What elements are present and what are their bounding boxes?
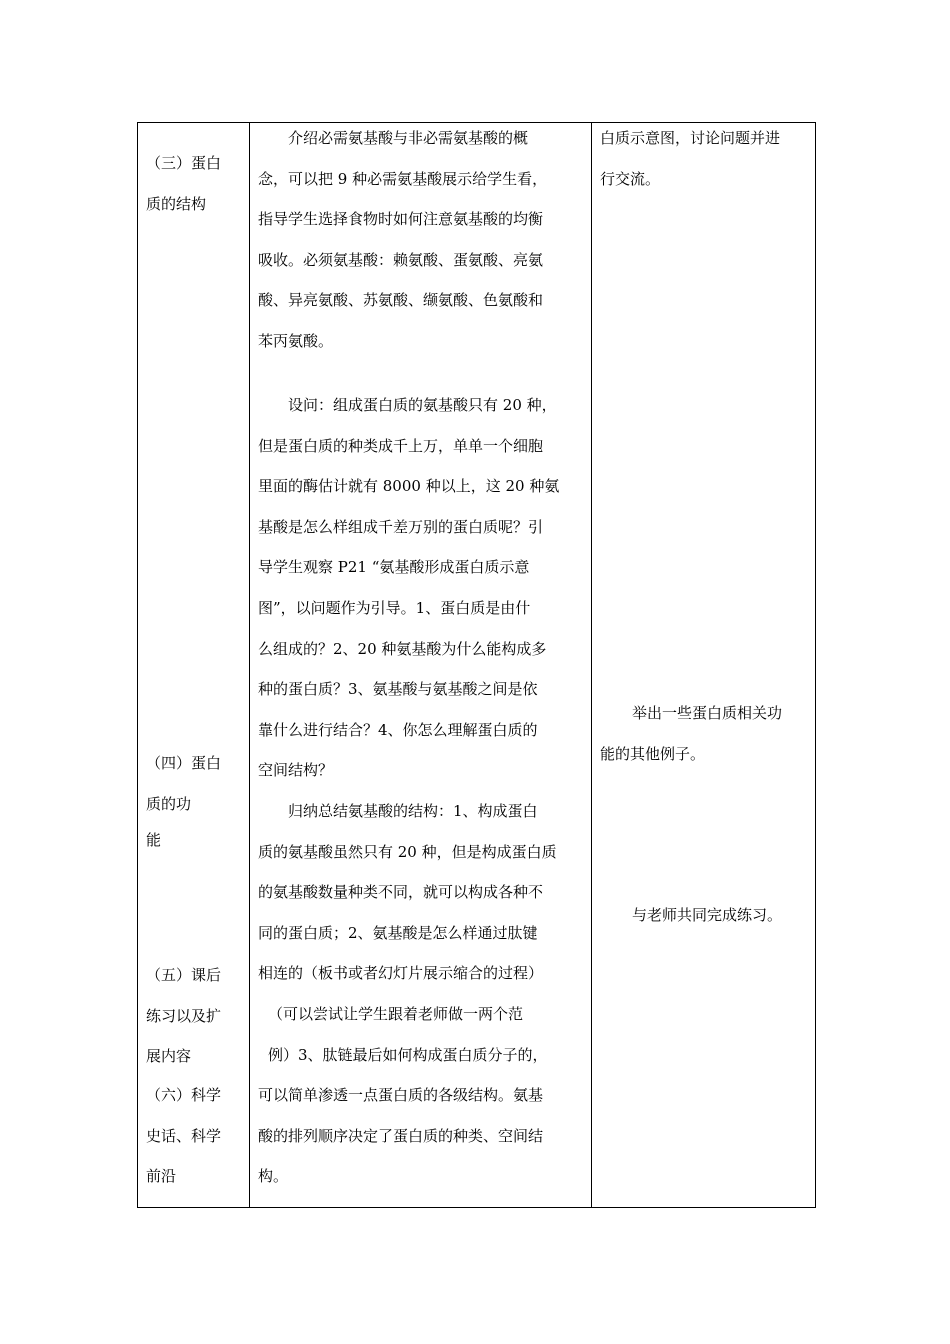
student-activity-2: 举出一些蛋白质相关功 能的其他例子。 xyxy=(600,704,783,763)
column-divider xyxy=(591,123,592,1207)
section-heading-6: （六）科学 史话、科学 前沿 xyxy=(146,1086,222,1186)
student-activity-1: 白质示意图，讨论问题并进 行交流。 xyxy=(600,129,781,188)
section-heading-5: （五）课后 练习以及扩 展内容 xyxy=(146,966,222,1066)
lesson-table xyxy=(137,122,816,1208)
student-activity-3: 与老师共同完成练习。 xyxy=(632,906,783,924)
section-column xyxy=(146,123,246,1207)
student-activity-column xyxy=(600,123,812,1207)
column-divider xyxy=(249,123,250,1207)
paragraph-summary: 归纳总结氨基酸的结构：1、构成蛋白 质的氨基酸虽然只有 20 种，但是构成蛋白质 的氨基酸数量种类不同，就可以构成各种不 同的蛋白质；2、氨基酸是怎么样通过肽键 相连的（板书或者幻灯片展示缩合的过程） （可以尝试让学生跟着老师做一两个范 例）3、肽链最后如何构成蛋白质分子的， 可以简单渗透一点蛋白质的各级结构。氨基 酸的排列顺序决定了蛋白质的种类、空间结 构。 xyxy=(258,802,557,1186)
teacher-activity-column xyxy=(258,123,588,1207)
section-heading-4: （四）蛋白 质的功 能 xyxy=(146,754,222,850)
paragraph-question: 设问：组成蛋白质的氨基酸只有 20 种， 但是蛋白质的种类成千上万，单单一个细胞 里面的酶估计就有 8000 种以上，这 20 种氨 基酸是怎么样组成千差万别的蛋白质呢？引 导学生观察 P21 “氨基酸形成蛋白质示意 图”，以问题作为引导。1、蛋白质是由什 么组成的？2、20 种氨基酸为什么能构成多 种的蛋白质？3、氨基酸与氨基酸之间是依 靠什么进行结合？4、你怎么理解蛋白质的 空间结构？ xyxy=(258,396,560,780)
paragraph-essential-amino-acids: 介绍必需氨基酸与非必需氨基酸的概 念，可以把 9 种必需氨基酸展示给学生看， 指导学生选择食物时如何注意氨基酸的均衡 吸收。必须氨基酸：赖氨酸、蛋氨酸、亮氨 酸、异亮氨酸、苏氨酸、缬氨酸、色氨酸和 苯丙氨酸。 xyxy=(258,129,548,350)
section-heading-3: （三）蛋白 质的结构 xyxy=(146,154,222,213)
